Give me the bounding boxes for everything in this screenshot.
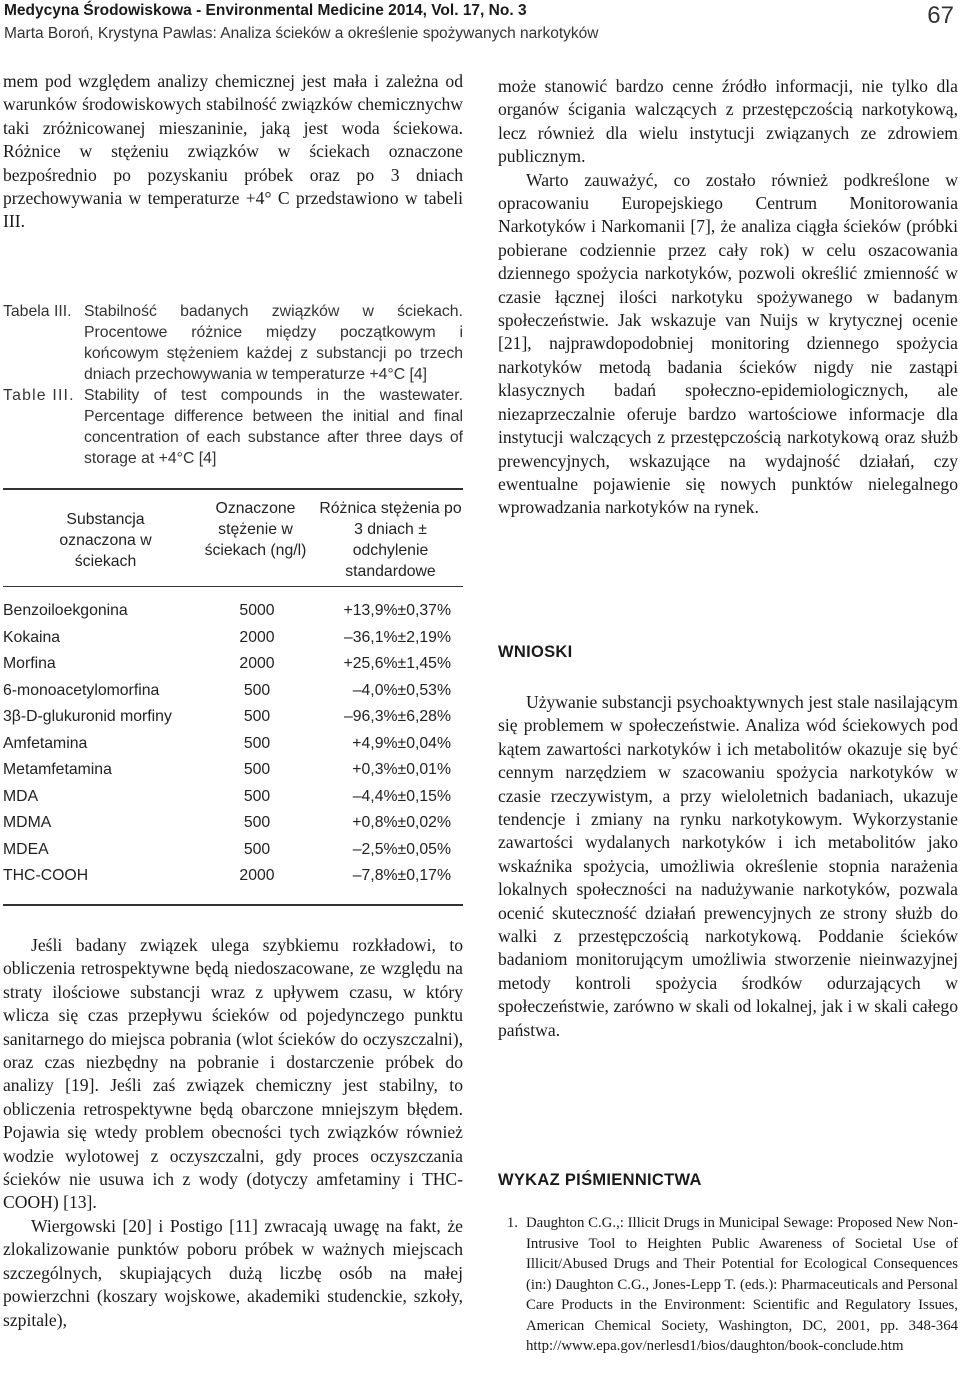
paragraph: mem pod względem analizy chemicznej jest mała i zależna od warunków środowiskowych stabilność związków chemicznychw taki zróżnicowanej mieszaninie, jaką jest woda ściekowa. Różnice w stężeniu związków w ściekach oznaczone bezpośrednio po pozyskaniu próbek oraz po 3 dniach przechowywania w temperaturze +4° C przedstawiono w tabeli III. xyxy=(3,71,463,232)
left-column-top xyxy=(3,70,463,234)
table-row xyxy=(3,629,463,655)
concentration-cell: 500 xyxy=(243,761,271,778)
table-row xyxy=(3,841,463,867)
caption-text-pl: Stabilność badanych związków w ściekach. Procentowe różnice między początkowym i końcowym stężeniem każdej z substancji po trzech dniach przechowywania w temperaturze +4°C [4] xyxy=(84,303,463,383)
table-caption xyxy=(3,301,463,469)
concentration-cell: 2000 xyxy=(239,867,275,884)
table-row xyxy=(3,735,463,761)
table-top-rule xyxy=(3,488,463,490)
reference-text: Daughton C.G.,: Illicit Drugs in Municipal Sewage: Proposed New Non-Intrusive Tool to Heighten Public Awareness of Societal Use of Illicit/Abused Drugs and Their Potential for Ecological Consequences (in:) Daughton C.G., Jones-Lepp T. (eds.): Pharmaceuticals and Personal Care Products in the Environment: Scientific and Regulatory Issues, American Chemical Society, Washington, DC, 2001, pp. 348-364 http://www.epa.gov/nerlesd1/bios/daughton/book-conclude.htm xyxy=(526,1215,958,1354)
caption-label-en: Table III. xyxy=(3,387,75,404)
table-row xyxy=(3,708,463,734)
reference-item xyxy=(498,1213,958,1357)
table-header-concentration: Oznaczone stężenie w ściekach (ng/l) xyxy=(204,500,307,559)
substance-cell: THC-COOH xyxy=(3,867,89,884)
concentration-cell: 2000 xyxy=(239,655,275,672)
difference-cell: –36,1%±2,19% xyxy=(343,628,451,646)
table-row xyxy=(3,682,463,708)
running-authors: Marta Boroń, Krystyna Pawlas: Analiza ścieków a określenie spożywanych narkotyków xyxy=(4,25,599,42)
page-header xyxy=(4,2,956,46)
section-heading-conclusions: WNIOSKI xyxy=(498,643,573,661)
difference-cell: +25,6%±1,45% xyxy=(343,655,451,672)
journal-title: Medycyna Środowiskowa - Environmental Medicine 2014, Vol. 17, No. 3 xyxy=(4,2,527,19)
right-column-top xyxy=(498,75,958,520)
concentration-cell: 500 xyxy=(243,814,271,831)
reference-number: 1. xyxy=(506,1215,518,1231)
concentration-cell: 500 xyxy=(243,708,271,725)
substance-cell: Benzoiloekgonina xyxy=(3,602,128,619)
difference-cell: –2,5%±0,05% xyxy=(352,840,451,858)
difference-cell: +0,3%±0,01% xyxy=(352,761,451,778)
table-row xyxy=(3,655,463,681)
left-column-bottom xyxy=(3,934,463,1332)
substance-cell: MDEA xyxy=(3,840,49,858)
concentration-cell: 500 xyxy=(243,734,271,752)
table-row xyxy=(3,867,463,893)
table-bottom-rule xyxy=(3,904,463,906)
table-row xyxy=(3,602,463,628)
difference-cell: +0,8%±0,02% xyxy=(352,814,451,831)
difference-cell: –96,3%±6,28% xyxy=(343,708,451,725)
concentration-cell: 2000 xyxy=(239,628,275,646)
paragraph: może stanowić bardzo cenne źródło informacji, nie tylko dla organów ścigania walczących z przestępczością narkotykową, lecz również dla wielu instytucji związanych ze zdrowiem publicznym. xyxy=(498,76,958,167)
difference-cell: +4,9%±0,04% xyxy=(352,734,451,752)
concentration-cell: 500 xyxy=(243,787,271,805)
difference-cell: –7,8%±0,17% xyxy=(352,867,451,884)
concentration-cell: 500 xyxy=(243,681,271,699)
paragraph: Jeśli badany związek ulega szybkiemu rozkładowi, to obliczenia retrospektywne będą niedoszacowane, ze względu na straty ilościowe substancji wraz z upływem czasu, w który wlicza się czas przepływu ścieków od pojedynczego punktu sanitarnego do miejsca pobrania (wlot ścieków do oczyszczalni), oraz czas niezbędny na pobranie i dostarczenie próbek do analizy [19]. Jeśli zaś związek chemiczny jest stabilny, to obliczenia retrospektywne będą obarczone mniejszym błędem. Pojawia się wtedy problem obecności tych związków również wodzie wylotowej z oczyszczalni, gdy proces oczyszczania ścieków nie usuwa ich z wody (dotyczy amfetaminy i THC-COOH) [13]. xyxy=(3,935,463,1213)
substance-cell: MDMA xyxy=(3,814,52,831)
substance-cell: MDA xyxy=(3,787,39,805)
table-row xyxy=(3,761,463,787)
substance-cell: Amfetamina xyxy=(3,734,88,752)
substance-cell: Kokaina xyxy=(3,628,61,646)
difference-cell: –4,4%±0,15% xyxy=(352,787,451,805)
table-row xyxy=(3,788,463,814)
concentration-cell: 500 xyxy=(243,840,271,858)
table-row xyxy=(3,814,463,840)
conclusions-text xyxy=(498,691,958,1042)
paragraph: Używanie substancji psychoaktywnych jest stale nasilającym się problemem w społeczeństwie. Analiza wód ściekowych pod kątem zawartości narkotyków i ich metabolitów okazuje się być cennym narzędziem w szacowaniu spożycia narkotyków w czasie rzeczywistym, a przy wieloletnich badaniach, ukazuje tendencje i zmiany na rynku narkotykowym. Wykorzystanie zawartości wydalanych narkotyków i ich metabolitów jako wskaźnika spożycia, umożliwia określenie stopnia narażenia lokalnych społeczności na nadużywanie narkotyków, pozwala ocenić skuteczność działań prewencyjnych ze strony służb do walki z przestępczością narkotykową. Poddanie ścieków badaniom monitorującym umożliwia stworzenie nieinwazyjnej metody kontroli spożycia środków odurzających w społeczeństwie, zarówno w skali od lokalnej, jak i w skali całego państwa. xyxy=(498,692,958,1040)
reference-list xyxy=(498,1213,958,1357)
table-header-substance: Substancja oznaczona w ściekach xyxy=(59,511,152,570)
page-number: 67 xyxy=(927,2,954,29)
paragraph: Wiergowski [20] i Postigo [11] zwracają uwagę na fakt, że zlokalizowanie punktów poboru próbek w ważnych miejscach szczególnych, skupiających dużą liczbę osób na małej powierzchni (koszary wojskowe, akademiki studenckie, szkoły, szpitale), xyxy=(3,1215,463,1330)
substance-cell: Morfina xyxy=(3,655,56,672)
caption-label-pl: Tabela III. xyxy=(3,303,72,320)
difference-cell: –4,0%±0,53% xyxy=(352,681,451,699)
table-header-difference: Różnica stężenia po 3 dniach ± odchylenie standardowe xyxy=(319,500,462,580)
section-heading-references: WYKAZ PIŚMIENNICTWA xyxy=(498,1171,702,1189)
substance-cell: 6-monoacetylomorfina xyxy=(3,681,160,699)
difference-cell: +13,9%±0,37% xyxy=(343,602,451,619)
table-header-rule xyxy=(3,586,463,587)
caption-text-en: Stability of test compounds in the wastewater. Percentage difference between the initial and final concentration of each substance after three days of storage at +4°C [4] xyxy=(84,387,463,467)
substance-cell: Metamfetamina xyxy=(3,761,112,778)
paragraph: Warto zauważyć, co zostało również podkreślone w opracowaniu Europejskiego Centrum Monitorowania Narkotyków i Narkomanii [7], że analiza ciągła ścieków (próbki pobierane codziennie przez cały rok) w celu oszacowania dziennego spożycia narkotyków, pozwoli określić zmienność w czasie łącznej ilości narkotyku spożywanego w badanym społeczeństwie. Jak wskazuje van Nuijs w krytycznej ocenie [21], najprawdopodobniej monitoring dziennego spożycia narkotyków metodą badania ścieków nigdy nie zastąpi klasycznych badań społeczno-epidemiologicznych, ale niezaprzeczalnie oferuje bardzo wartościowe informacje dla instytucji walczących z przestępczością narkotykową oraz służb prewencyjnych, wskazujące na wydajność działań, czy ewentualne pojawienie się nowych punktów nielegalnego wprowadzania narkotyków na rynek. xyxy=(498,169,958,518)
substance-cell: 3β-D-glukuronid morfiny xyxy=(3,708,172,725)
concentration-cell: 5000 xyxy=(239,602,275,619)
